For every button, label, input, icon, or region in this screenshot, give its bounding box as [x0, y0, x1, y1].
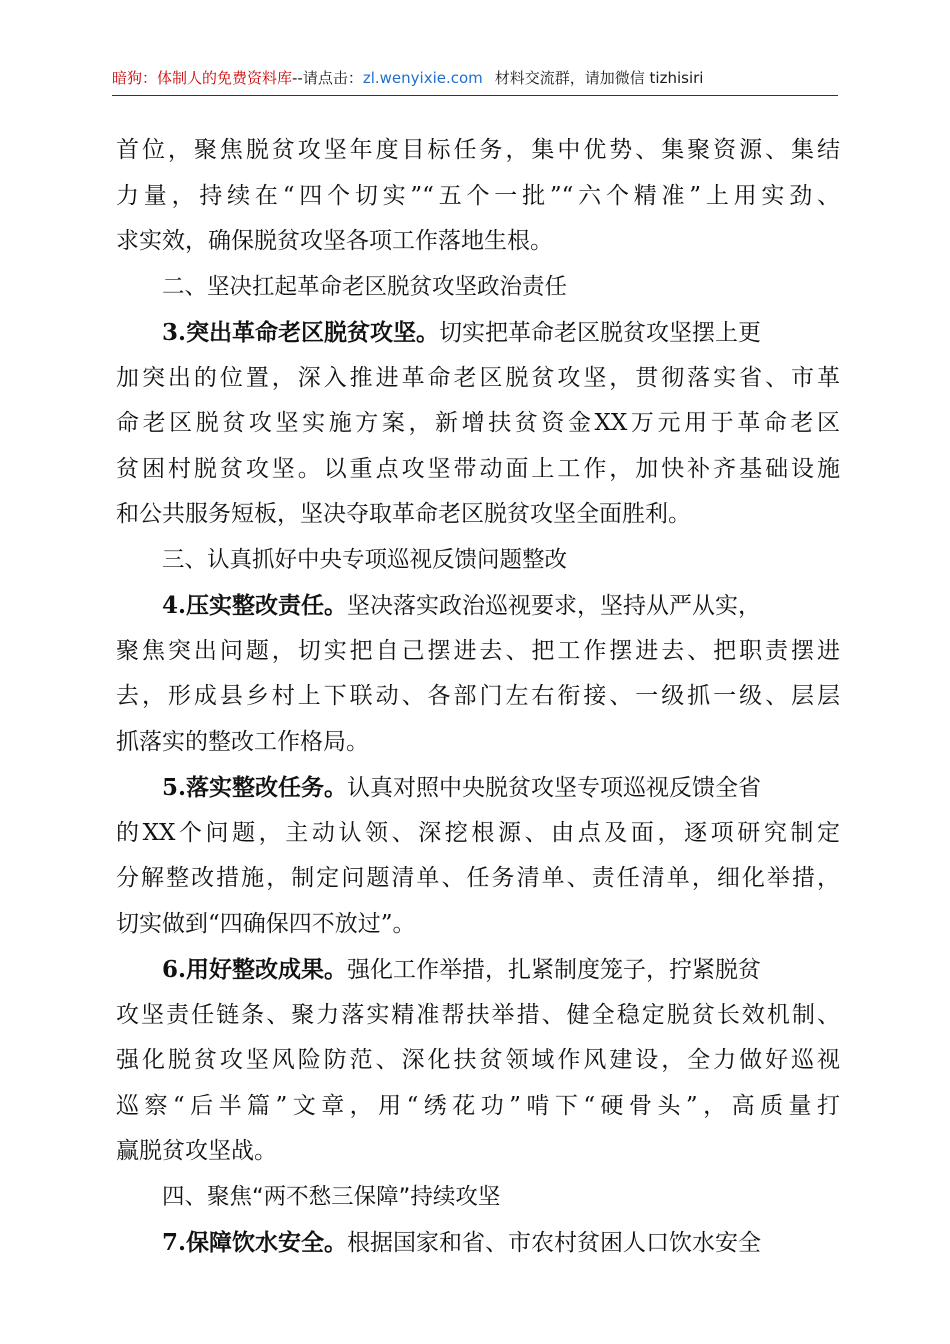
text-line: 切实把革命老区脱贫攻坚摆上更 — [439, 320, 762, 346]
text-line: 认真对照中央脱贫攻坚专项巡视反馈全省 — [347, 775, 762, 801]
paragraph-5-lead: 5.落实整改任务。 — [162, 774, 348, 801]
section-heading-4: 四、聚焦“两不愁三保障”持续攻坚 — [162, 1183, 501, 1210]
text-line: 首位，聚焦脱贫攻坚年度目标任务，集中优势、集聚资源、集结 — [116, 137, 840, 163]
header-url-link[interactable]: zl.wenyixie.com — [362, 69, 483, 87]
paragraph-5-first-line — [116, 765, 840, 811]
header-site-name: 暗狗：体制人的免费资料库 — [112, 69, 293, 87]
paragraph-7-lead: 7.保障饮水安全。 — [162, 1229, 348, 1256]
text-line: 分解整改措施，制定问题清单、任务清单、责任清单，细化举措， — [116, 865, 840, 891]
text-line: 巡察“后半篇”文章，用“绣花功”啃下“硬骨头”，高质量打 — [116, 1092, 840, 1119]
text-line: 切实做到“四确保四不放过”。 — [116, 910, 416, 937]
text-line: 求实效，确保脱贫攻坚各项工作落地生根。 — [116, 228, 553, 254]
paragraph-7-first-line — [116, 1220, 840, 1266]
text-line: 去，形成县乡村上下联动、各部门左右衔接、一级抓一级、层层 — [116, 683, 840, 709]
paragraph-3-lead: 3.突出革命老区脱贫攻坚。 — [162, 319, 440, 346]
text-line: 聚焦突出问题，切实把自己摆进去、把工作摆进去、把职责摆进 — [116, 637, 840, 664]
section-heading-2: 二、坚决扛起革命老区脱贫攻坚政治责任 — [162, 273, 568, 300]
text-line: 攻坚责任链条、聚力落实精准帮扶举措、健全稳定脱贫长效机制、 — [116, 1001, 840, 1028]
page-header — [112, 66, 838, 90]
header-click-prompt: --请点击： — [292, 69, 363, 87]
text-line: 力量，持续在“四个切实”“五个一批”“六个精准”上用实劲、 — [116, 182, 840, 209]
paragraph-6-first-line — [116, 947, 840, 993]
document-body — [116, 128, 840, 1266]
text-line: 命老区脱贫攻坚实施方案，新增扶贫资金XX万元用于革命老区 — [116, 410, 840, 436]
paragraph-4-first-line — [116, 583, 840, 629]
paragraph-3-first-line — [116, 310, 840, 356]
text-line: 和公共服务短板，坚决夺取革命老区脱贫攻坚全面胜利。 — [116, 501, 691, 527]
text-line: 贫困村脱贫攻坚。以重点攻坚带动面上工作，加快补齐基础设施 — [116, 455, 840, 482]
text-line: 强化工作举措，扎紧制度笼子，拧紧脱贫 — [347, 957, 762, 983]
text-line: 的XX个问题，主动认领、深挖根源、由点及面，逐项研究制定 — [116, 819, 840, 846]
text-line: 坚决落实政治巡视要求，坚持从严从实， — [347, 593, 762, 619]
text-line: 强化脱贫攻坚风险防范、深化扶贫领域作风建设，全力做好巡视 — [116, 1047, 840, 1073]
text-line: 加突出的位置，深入推进革命老区脱贫攻坚，贯彻落实省、市革 — [116, 364, 840, 391]
header-divider — [112, 95, 838, 96]
paragraph-4-lead: 4.压实整改责任。 — [162, 592, 348, 619]
header-wechat-note: 材料交流群，请加微信 tizhisiri — [494, 69, 704, 87]
text-line: 抓落实的整改工作格局。 — [116, 728, 369, 755]
text-line: 根据国家和省、市农村贫困人口饮水安全 — [347, 1230, 762, 1256]
section-heading-3: 三、认真抓好中央专项巡视反馈问题整改 — [162, 546, 568, 573]
text-line: 赢脱贫攻坚战。 — [116, 1138, 277, 1164]
paragraph-6-lead: 6.用好整改成果。 — [162, 956, 348, 983]
